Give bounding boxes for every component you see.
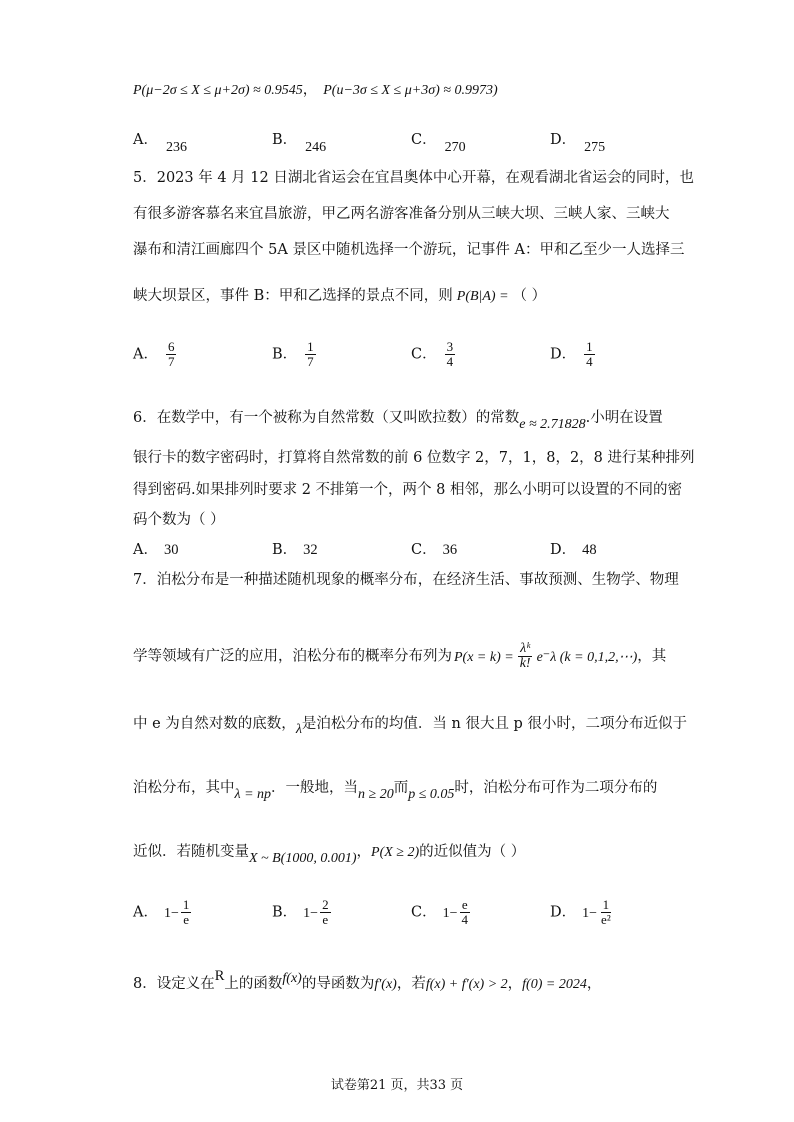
q5-option-a: A． $\frac{6}{7}$ — [133, 339, 175, 369]
q6-line4: 码个数为（ ） — [133, 512, 225, 528]
q6-option-c: C． 36 — [411, 542, 458, 558]
normal-3sigma-formula: P(u−3σ ≤ X ≤ μ+3σ) ≈ 0.9973) — [323, 83, 498, 98]
q4-option-c: C． 270 — [411, 132, 466, 155]
q6-option-b: B． 32 — [272, 542, 318, 558]
q7-option-a: A． 1− $\frac{1}{e}$ — [133, 897, 190, 927]
normal-2sigma-formula: P(μ−2σ ≤ X ≤ μ+2σ) ≈ 0.9545 — [133, 83, 303, 98]
q6-option-a: A． 30 — [133, 542, 179, 558]
q7-option-b: B． 1− $\frac{2}{e}$ — [272, 897, 329, 927]
poisson-fraction: $\frac{\text{λᵏ}}{k!}$ — [519, 641, 531, 671]
probability-formula: P(X ≥ 2) — [371, 845, 420, 860]
q7-line4: 泊松分布，其中λ = np．一般地，当n ≥ 20而p ≤ 0.05时，泊松分布可作为二项分布的 — [133, 780, 658, 802]
q5-line4: 峡大坝景区，事件 B：甲和乙选择的景点不同，则 P(B|A) = （ ） — [133, 288, 547, 304]
binomial-formula: X ~ B(1000, 0.001) — [249, 851, 357, 866]
q4-option-b: B． 246 — [272, 132, 327, 155]
p-condition-formula: p ≤ 0.05 — [408, 787, 455, 802]
separator: ， — [302, 82, 318, 98]
q6-line2: 银行卡的数字密码时，打算将自然常数的前 6 位数字 2，7，1，8，2，8 进行某种排列 — [133, 450, 695, 466]
q6-option-d: D． 48 — [550, 542, 597, 558]
inequality-formula: f(x) + f′(x) > 2 — [425, 977, 508, 992]
q5-option-b: B． $\frac{1}{7}$ — [272, 339, 314, 369]
q7-line5: 近似．若随机变量X ~ B(1000, 0.001)，P(X ≥ 2)的近似值为（ ） — [133, 844, 526, 866]
q5-option-d: D． $\frac{1}{4}$ — [550, 339, 593, 369]
real-numbers-symbol: R — [214, 968, 225, 984]
q4-option-a: A． 236 — [133, 132, 187, 155]
q5-line3: 瀑布和清江画廊四个 5A 景区中随机选择一个游玩，记事件 A：甲和乙至少一人选择三 — [133, 242, 685, 258]
q7-option-c: C． 1− $\frac{e}{4}$ — [411, 897, 469, 927]
q5-line2: 有很多游客慕名来宜昌旅游，甲乙两名游客准备分别从三峡大坝、三峡人家、三峡大 — [133, 206, 670, 222]
conditional-prob-formula: P(B|A) = — [456, 289, 509, 304]
lambda-np-formula: λ = np — [234, 787, 272, 802]
euler-constant-formula: e ≈ 2.71828 — [519, 417, 586, 432]
lambda-symbol: λ — [295, 722, 302, 737]
q5-line1: 5．2023 年 4 月 12 日湖北省运会在宜昌奥体中心开幕，在观看湖北省运会的同时，也 — [133, 170, 694, 186]
q7-line1: 7．泊松分布是一种描述随机现象的概率分布，在经济生活、事故预测、生物学、物理 — [133, 572, 679, 588]
poisson-rhs: e⁻λ (k = 0,1,2,⋯) — [536, 649, 638, 665]
q7-line3: 中 e 为自然对数的底数，λ是泊松分布的均值．当 n 很大且 p 很小时，二项分布近似于 — [133, 716, 687, 737]
top-formula-line — [133, 80, 498, 101]
q4-option-d: D． 275 — [550, 132, 606, 155]
q6-line3: 得到密码.如果排列时要求 2 不排第一个，两个 8 相邻，那么小明可以设置的不同的密 — [133, 482, 682, 498]
poisson-lhs: P(x = k) = — [454, 649, 514, 665]
function-f: f(x) — [282, 971, 302, 986]
page-footer: 试卷第21 页，共33 页 — [330, 1078, 464, 1093]
n-condition-formula: n ≥ 20 — [358, 787, 394, 802]
initial-value-formula: f(0) = 2024 — [522, 977, 587, 992]
q7-option-d: D． 1− $\frac{1}{\text{e²}}$ — [550, 897, 611, 927]
q7-line2: 学等领域有广泛的应用，泊松分布的概率分布列为 P(x = k) = $\frac{\text{λᵏ}}{k!}$ e⁻λ (k = 0,1,2,⋯)，其 — [133, 641, 667, 671]
q5-option-c: C． $\frac{3}{4}$ — [411, 339, 454, 369]
q8-line1: 8．设定义在R上的函数f(x)的导函数为f′(x)，若f(x) + f′(x) > 2，f(0) = 2024， — [133, 968, 602, 992]
derivative-f: f′(x) — [374, 977, 397, 992]
q6-line1: 6．在数学中，有一个被称为自然常数（又叫欧拉数）的常数e ≈ 2.71828.小明在设置 — [133, 410, 663, 432]
